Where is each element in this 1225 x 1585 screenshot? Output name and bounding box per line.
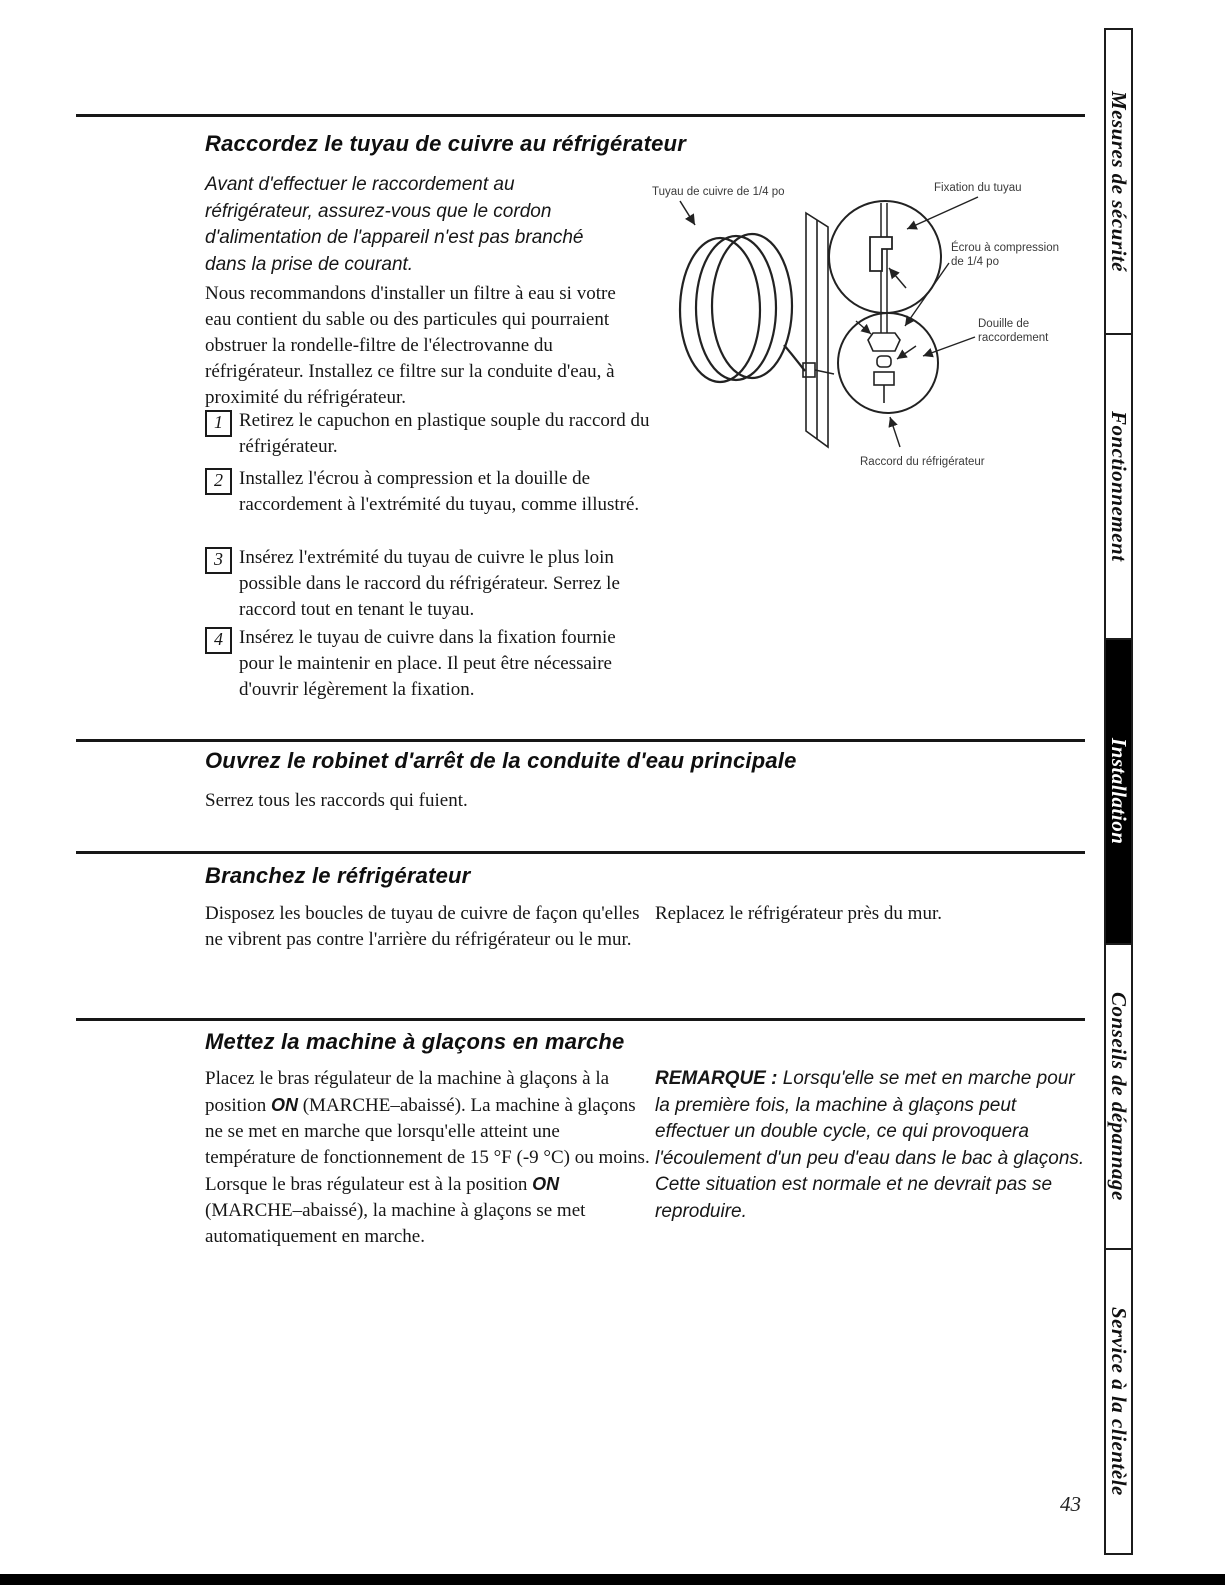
step-number-box: 1 (205, 410, 232, 437)
diagram-label-ferrule-line1: Douille de (978, 318, 1030, 330)
on-label: ON (532, 1174, 560, 1194)
section-title-plug-in: Branchez le réfrigérateur (205, 863, 471, 888)
icemaker-note-paragraph (655, 1066, 1093, 1225)
diagram-label-ferrule-line2: raccordement (978, 332, 1049, 344)
step-text: Insérez l'extrémité du tuyau de cuivre le plus loin possible dans le raccord du réfrigérateur. Serrez le raccord tout en tenant le tuyau. (239, 547, 620, 620)
tab-service-a-la-clientele: Service à la clientèle (1104, 1248, 1133, 1555)
step-text: Insérez le tuyau de cuivre dans la fixation fournie pour le maintenir en place. Il peut être nécessaire d'ouvrir légèrement la fixation. (239, 627, 616, 700)
section-tab-strip (1104, 28, 1167, 1555)
section-title-open-valve: Ouvrez le robinet d'arrêt de la conduite d'eau principale (205, 748, 797, 773)
step-item-4 (205, 625, 653, 703)
water-filter-paragraph: Nous recommandons d'installer un filtre à eau si votre eau contient du sable ou des particules qui pourraient obstruer la rondelle-filtre de l'électrovanne du réfrigérateur. Installez ce filtre sur la conduite d'eau, à proximité du réfrigérateur. (205, 283, 616, 408)
open-valve-paragraph: Serrez tous les raccords qui fuient. (205, 790, 468, 811)
page-number: 43 (1060, 1492, 1081, 1516)
plug-in-col2-paragraph: Replacez le réfrigérateur près du mur. (655, 903, 942, 924)
section-title-icemaker: Mettez la machine à glaçons en marche (205, 1029, 625, 1054)
tab-installation: Installation (1104, 638, 1133, 943)
section-divider (76, 114, 1085, 117)
step-text: Installez l'écrou à compression et la douille de raccordement à l'extrémité du tuyau, comme illustré. (239, 468, 640, 515)
plug-in-col1-paragraph: Disposez les boucles de tuyau de cuivre de façon qu'elles ne vibrent pas contre l'arrière du réfrigérateur ou le mur. (205, 903, 640, 950)
connection-diagram (648, 175, 1088, 485)
diagram-label-compression-nut-line1: Écrou à compression (951, 242, 1060, 254)
icemaker-text-segment: (MARCHE–abaissé). La machine à glaçons ne se met en marche que lorsqu'elle atteint une température de fonctionnement de 15 °F (-9 °C) ou moins. Lorsque le bras régulateur est à la position (205, 1095, 650, 1195)
page-bottom-bar (0, 1574, 1225, 1585)
section-divider (76, 851, 1085, 854)
copper-coil-drawing (680, 234, 805, 382)
step-number-box: 3 (205, 547, 232, 574)
diagram-label-copper-tubing: Tuyau de cuivre de 1/4 po (652, 186, 785, 198)
step-item-2 (205, 466, 653, 518)
leader-copper-tubing (680, 201, 695, 225)
leader-connection (890, 417, 900, 447)
tab-fonctionnement: Fonctionnement (1104, 333, 1133, 638)
diagram-label-refrigerator-connection: Raccord du réfrigérateur (860, 456, 985, 468)
tab-conseils-de-depannage: Conseils de dépannage (1104, 943, 1133, 1248)
step-number-box: 2 (205, 468, 232, 495)
step-text: Retirez le capuchon en plastique souple du raccord du réfrigérateur. (239, 410, 650, 457)
step-item-3 (205, 545, 653, 623)
note-label: REMARQUE : (655, 1068, 778, 1089)
section-divider (76, 739, 1085, 742)
step-number-box: 4 (205, 627, 232, 654)
section-divider (76, 1018, 1085, 1021)
section-title-connect-tubing: Raccordez le tuyau de cuivre au réfrigérateur (205, 131, 686, 156)
on-label: ON (270, 1095, 298, 1115)
tab-mesures-de-securite: Mesures de sécurité (1104, 28, 1133, 333)
intro-warning-paragraph: Avant d'effectuer le raccordement au réfrigérateur, assurez-vous que le cordon d'alimentation de l'appareil n'est pas branché dans la prise de courant. (205, 174, 584, 275)
diagram-label-compression-nut-line2: de 1/4 po (951, 256, 999, 268)
note-text: Lorsqu'elle se met en marche pour la première fois, la machine à glaçons peut effectuer un double cycle, ce qui provoquera l'écoulement d'un peu d'eau dans le bac à glaçons. Cette situation est normale et ne devrait pas se reproduire. (655, 1068, 1085, 1222)
callout-circle-clamp (829, 201, 941, 313)
step-item-1 (205, 408, 653, 460)
icemaker-text-segment: Placez le bras régulateur de la machine à glaçons à la position (205, 1068, 610, 1116)
icemaker-text-segment: (MARCHE–abaissé), la machine à glaçons se met automatiquement en marche. (205, 1200, 586, 1247)
icemaker-col1-paragraph (205, 1066, 653, 1250)
diagram-label-tubing-clamp: Fixation du tuyau (934, 182, 1022, 194)
